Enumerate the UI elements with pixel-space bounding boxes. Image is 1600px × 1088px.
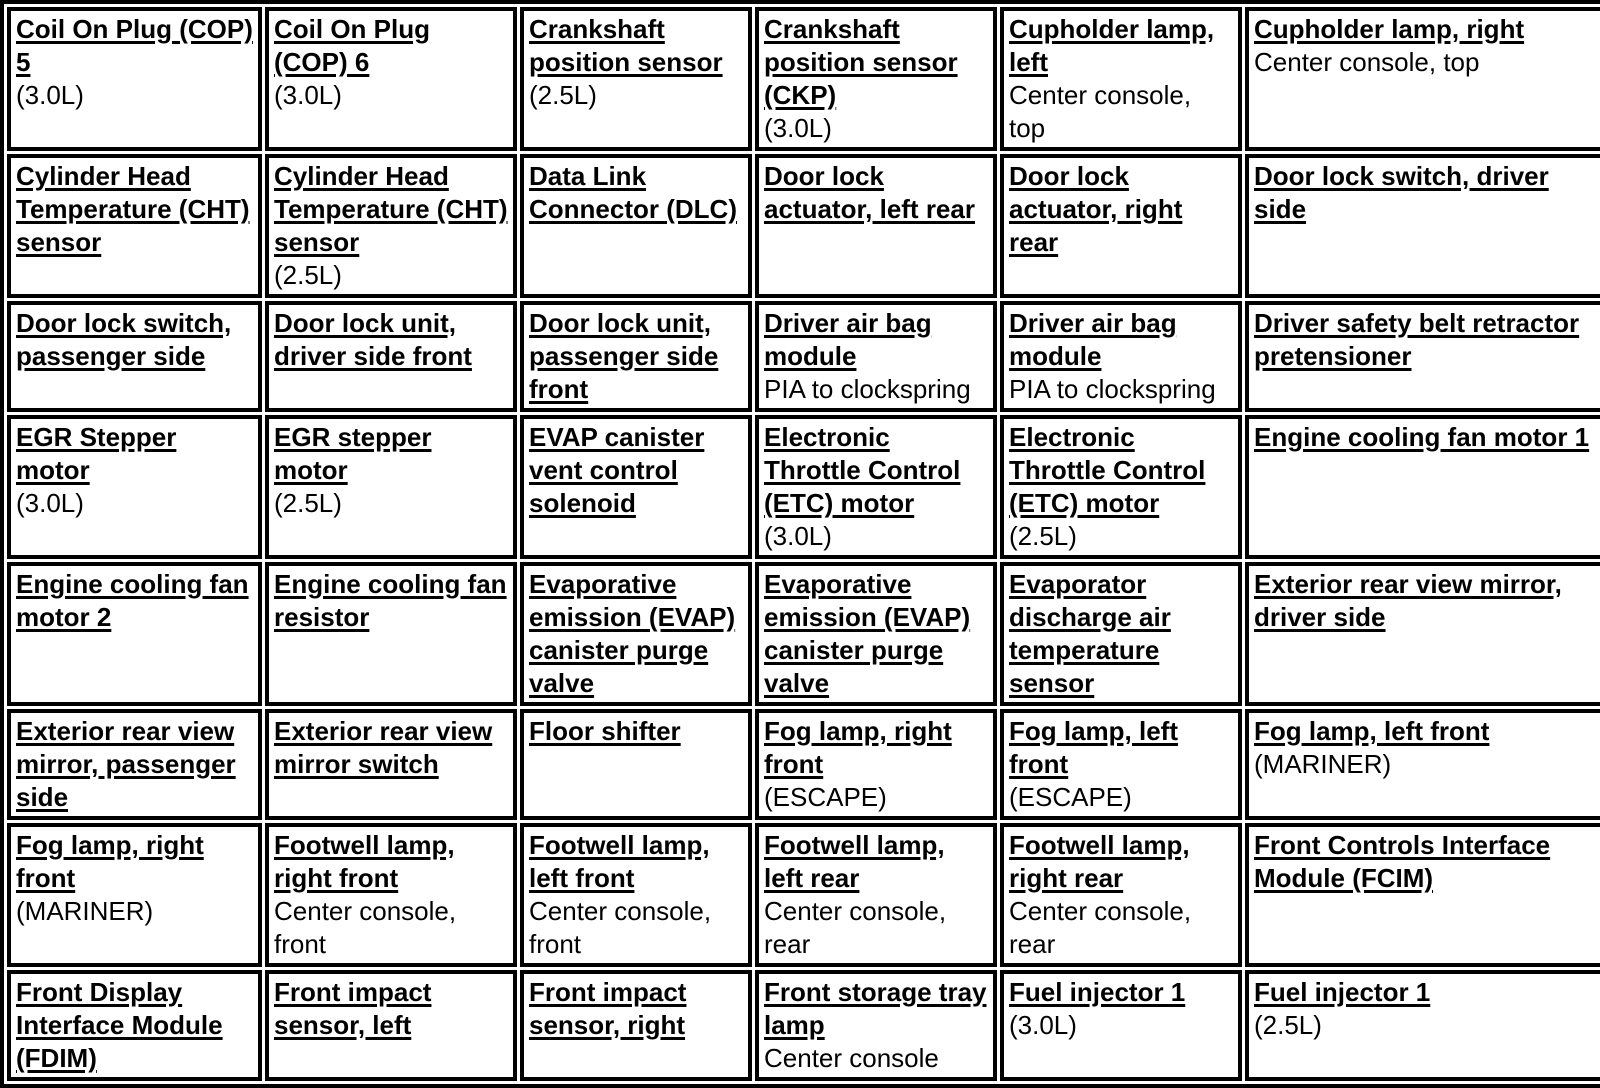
component-link[interactable]: Door lock unit, driver side front — [274, 308, 472, 371]
component-cell — [1000, 709, 1242, 820]
table-row — [7, 154, 1600, 298]
table-row — [7, 562, 1600, 706]
component-link[interactable]: Floor shifter — [529, 716, 681, 746]
component-cell — [1245, 823, 1600, 967]
component-cell — [755, 154, 997, 298]
component-cell — [520, 823, 752, 967]
component-link[interactable]: Cylinder Head Temperature (CHT) sensor — [274, 161, 508, 257]
table-row — [7, 301, 1600, 412]
component-cell — [265, 823, 517, 967]
component-link[interactable]: Exterior rear view mirror, passenger side — [16, 716, 236, 812]
component-cell — [755, 562, 997, 706]
component-cell — [7, 823, 262, 967]
component-link[interactable]: Fog lamp, right front — [16, 830, 204, 893]
component-link[interactable]: Fuel injector 1 — [1009, 977, 1186, 1007]
component-link[interactable]: EVAP canister vent control solenoid — [529, 422, 705, 518]
component-link[interactable]: Fuel injector 1 — [1254, 977, 1431, 1007]
component-link[interactable]: Front impact sensor, right — [529, 977, 687, 1040]
component-note: (MARINER) — [1254, 749, 1392, 779]
component-cell — [1245, 709, 1600, 820]
component-note: (ESCAPE) — [764, 782, 887, 812]
component-link[interactable]: Door lock switch, driver side — [1254, 161, 1549, 224]
component-note: Center console, top — [1009, 80, 1192, 143]
component-table-body — [7, 7, 1600, 1081]
component-cell — [265, 562, 517, 706]
component-cell — [265, 301, 517, 412]
component-link[interactable]: Front Display Interface Module (FDIM) — [16, 977, 223, 1073]
component-cell — [520, 970, 752, 1081]
component-note: (2.5L) — [1254, 1010, 1322, 1040]
component-link[interactable]: Evaporative emission (EVAP) canister purge valve — [529, 569, 736, 698]
component-link[interactable]: Front storage tray lamp — [764, 977, 987, 1040]
component-note: PIA to clockspring — [764, 374, 971, 404]
component-cell — [755, 415, 997, 559]
component-link[interactable]: Data Link Connector (DLC) — [529, 161, 737, 224]
component-cell — [1000, 7, 1242, 151]
component-link[interactable]: Footwell lamp, right front — [274, 830, 455, 893]
component-cell — [520, 562, 752, 706]
component-cell — [7, 709, 262, 820]
component-note: (ESCAPE) — [1009, 782, 1132, 812]
component-link[interactable]: Driver safety belt retractor pretensioner — [1254, 308, 1580, 371]
component-link[interactable]: Electronic Throttle Control (ETC) motor — [1009, 422, 1206, 518]
component-link[interactable]: Front Controls Interface Module (FCIM) — [1254, 830, 1551, 893]
component-cell — [1245, 562, 1600, 706]
component-note: Center console, top — [1254, 47, 1480, 77]
component-link[interactable]: Footwell lamp, left front — [529, 830, 710, 893]
table-row — [7, 823, 1600, 967]
component-cell — [1000, 154, 1242, 298]
component-link[interactable]: Engine cooling fan motor 1 — [1254, 422, 1590, 452]
component-link[interactable]: Driver air bag module — [764, 308, 932, 371]
component-cell — [265, 415, 517, 559]
component-link[interactable]: Engine cooling fan motor 2 — [16, 569, 249, 632]
component-cell — [7, 154, 262, 298]
component-note: (2.5L) — [274, 260, 342, 290]
component-cell — [7, 7, 262, 151]
component-cell — [1000, 301, 1242, 412]
component-cell — [1245, 7, 1600, 151]
component-link[interactable]: EGR stepper motor — [274, 422, 432, 485]
component-note: (2.5L) — [274, 488, 342, 518]
component-link[interactable]: Exterior rear view mirror switch — [274, 716, 493, 779]
component-link[interactable]: Evaporative emission (EVAP) canister purge valve — [764, 569, 971, 698]
component-note: (3.0L) — [16, 80, 84, 110]
component-cell — [265, 970, 517, 1081]
component-cell — [520, 154, 752, 298]
component-cell — [265, 154, 517, 298]
component-cell — [1245, 415, 1600, 559]
component-cell — [1000, 562, 1242, 706]
component-link[interactable]: Coil On Plug (COP) 6 — [274, 14, 430, 77]
component-cell — [755, 709, 997, 820]
component-cell — [7, 562, 262, 706]
component-cell — [755, 970, 997, 1081]
component-note: (3.0L) — [1009, 1010, 1077, 1040]
component-cell — [1245, 970, 1600, 1081]
component-cell — [520, 709, 752, 820]
component-link[interactable]: Front impact sensor, left — [274, 977, 432, 1040]
table-row — [7, 7, 1600, 151]
component-link[interactable]: Cupholder lamp, right — [1254, 14, 1525, 44]
component-link[interactable]: Engine cooling fan resistor — [274, 569, 507, 632]
component-link[interactable]: Crankshaft position sensor (CKP) — [764, 14, 958, 110]
component-link[interactable]: Driver air bag module — [1009, 308, 1177, 371]
component-link[interactable]: Electronic Throttle Control (ETC) motor — [764, 422, 961, 518]
component-note: (3.0L) — [764, 521, 832, 551]
component-note: Center console, front — [274, 896, 457, 959]
component-note: Center console, rear — [764, 896, 947, 959]
component-note: (MARINER) — [16, 896, 154, 926]
component-link[interactable]: Cupholder lamp, left — [1009, 14, 1215, 77]
component-note: (3.0L) — [16, 488, 84, 518]
component-note: Center console — [764, 1043, 939, 1073]
component-cell — [1245, 301, 1600, 412]
component-note: (3.0L) — [764, 113, 832, 143]
component-link[interactable]: Door lock unit, passenger side front — [529, 308, 719, 404]
component-link[interactable]: Door lock actuator, left rear — [764, 161, 975, 224]
component-link[interactable]: Fog lamp, left front — [1254, 716, 1490, 746]
component-cell — [1000, 970, 1242, 1081]
component-link[interactable]: Exterior rear view mirror, driver side — [1254, 569, 1562, 632]
component-cell — [7, 415, 262, 559]
component-cell — [7, 301, 262, 412]
component-cell — [1000, 823, 1242, 967]
table-row — [7, 709, 1600, 820]
component-cell — [755, 301, 997, 412]
table-row — [7, 970, 1600, 1081]
component-link[interactable]: EGR Stepper motor — [16, 422, 177, 485]
component-note: (2.5L) — [529, 80, 597, 110]
component-note: (3.0L) — [274, 80, 342, 110]
component-cell — [520, 301, 752, 412]
component-cell — [7, 970, 262, 1081]
component-link[interactable]: Coil On Plug (COP) 5 — [16, 14, 253, 77]
component-link[interactable]: Fog lamp, right front — [764, 716, 952, 779]
component-cell — [1000, 415, 1242, 559]
component-cell — [265, 7, 517, 151]
component-cell — [265, 709, 517, 820]
component-link[interactable]: Crankshaft position sensor — [529, 14, 723, 77]
component-note: Center console, front — [529, 896, 712, 959]
component-link[interactable]: Footwell lamp, right rear — [1009, 830, 1190, 893]
component-note: Center console, rear — [1009, 896, 1192, 959]
component-link[interactable]: Cylinder Head Temperature (CHT) sensor — [16, 161, 250, 257]
component-link[interactable]: Footwell lamp, left rear — [764, 830, 945, 893]
component-link[interactable]: Fog lamp, left front — [1009, 716, 1178, 779]
component-link[interactable]: Evaporator discharge air temperature sensor — [1009, 569, 1171, 698]
component-cell — [1245, 154, 1600, 298]
component-cell — [520, 7, 752, 151]
component-cell — [755, 7, 997, 151]
component-link[interactable]: Door lock actuator, right rear — [1009, 161, 1183, 257]
component-cell — [520, 415, 752, 559]
table-row — [7, 415, 1600, 559]
component-note: (2.5L) — [1009, 521, 1077, 551]
component-link[interactable]: Door lock switch, passenger side — [16, 308, 232, 371]
component-cell — [755, 823, 997, 967]
component-note: PIA to clockspring — [1009, 374, 1216, 404]
